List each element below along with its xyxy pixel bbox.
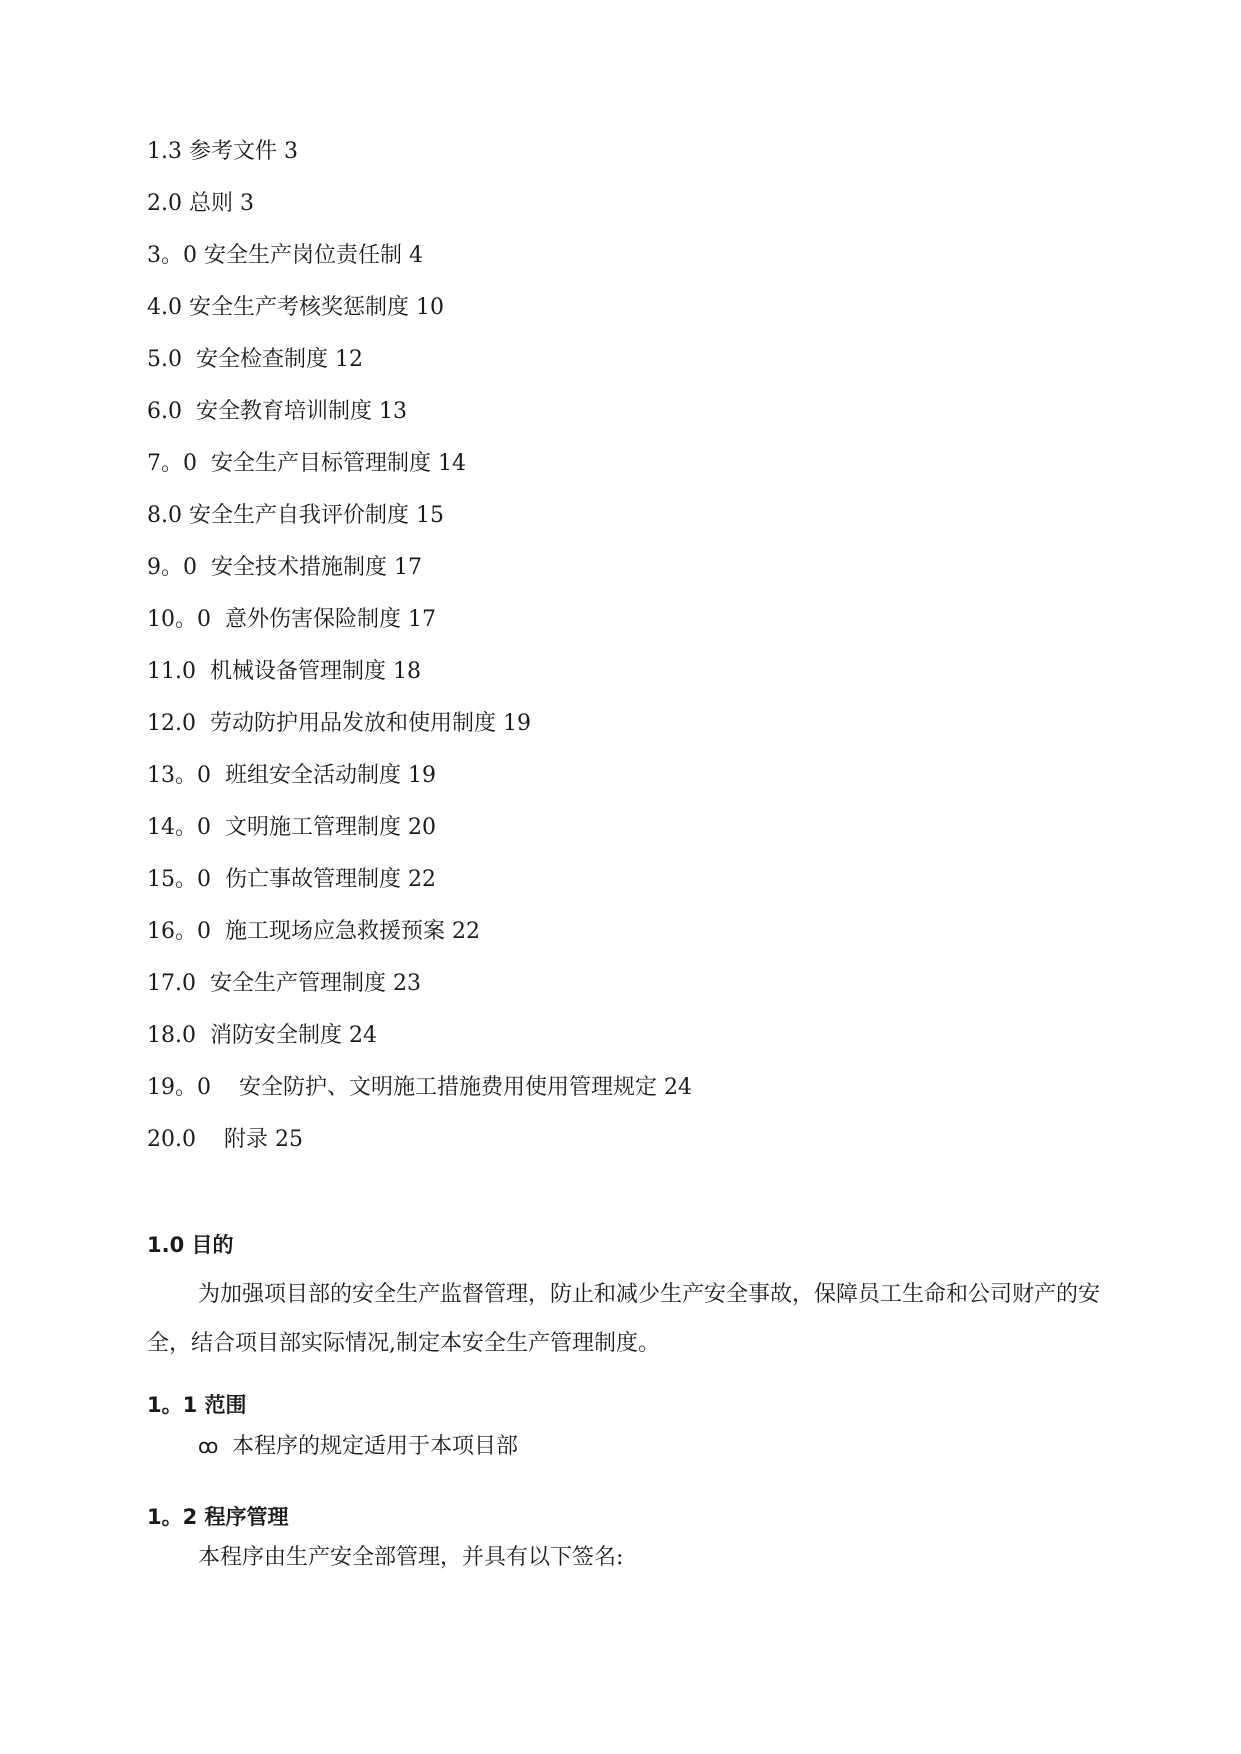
toc-entry: 10。0 意外伤害保险制度 17 xyxy=(147,607,436,632)
section-heading: 1.0 目的 xyxy=(147,1233,234,1257)
bullet-icon: ꝏ xyxy=(198,1434,219,1458)
toc-entry: 4.0 安全生产考核奖惩制度 10 xyxy=(147,295,444,320)
toc-entry: 17.0 安全生产管理制度 23 xyxy=(147,971,421,996)
section-body: 为加强项目部的安全生产监督管理，防止和减少生产安全事故，保障员工生命和公司财产的安全，结合项目部实际情况,制定本安全生产管理制度。 xyxy=(147,1282,1101,1356)
toc-entry: 6.0 安全教育培训制度 13 xyxy=(147,399,407,424)
toc-entry: 12.0 劳动防护用品发放和使用制度 19 xyxy=(147,711,531,736)
toc-entry: 16。0 施工现场应急救援预案 22 xyxy=(147,919,480,944)
toc-entry: 19。0 安全防护、文明施工措施费用使用管理规定 24 xyxy=(147,1075,692,1100)
toc-entry: 5.0 安全检查制度 12 xyxy=(147,347,363,372)
section-purpose xyxy=(147,1230,1127,1368)
toc-entry: 15。0 伤亡事故管理制度 22 xyxy=(147,867,436,892)
list-item xyxy=(147,1426,1127,1467)
toc-entry: 20.0 附录 25 xyxy=(147,1127,303,1152)
table-of-contents xyxy=(147,132,692,1172)
section-heading: 1。1 范围 xyxy=(147,1393,247,1417)
section-management xyxy=(147,1502,1127,1578)
section-scope xyxy=(147,1390,1127,1467)
section-heading: 1。2 程序管理 xyxy=(147,1505,289,1529)
toc-entry: 3。0 安全生产岗位责任制 4 xyxy=(147,243,423,268)
toc-entry: 14。0 文明施工管理制度 20 xyxy=(147,815,436,840)
toc-entry: 9。0 安全技术措施制度 17 xyxy=(147,555,422,580)
toc-entry: 18.0 消防安全制度 24 xyxy=(147,1023,377,1048)
section-body: 本程序由生产安全部管理，并具有以下签名: xyxy=(198,1545,624,1570)
toc-entry: 11.0 机械设备管理制度 18 xyxy=(147,659,421,684)
toc-entry: 8.0 安全生产自我评价制度 15 xyxy=(147,503,444,528)
toc-entry: 1.3 参考文件 3 xyxy=(147,139,298,164)
toc-entry: 2.0 总则 3 xyxy=(147,191,254,216)
toc-entry: 13。0 班组安全活动制度 19 xyxy=(147,763,436,788)
toc-entry: 7。0 安全生产目标管理制度 14 xyxy=(147,451,466,476)
list-item-text: 本程序的规定适用于本项目部 xyxy=(232,1434,519,1459)
